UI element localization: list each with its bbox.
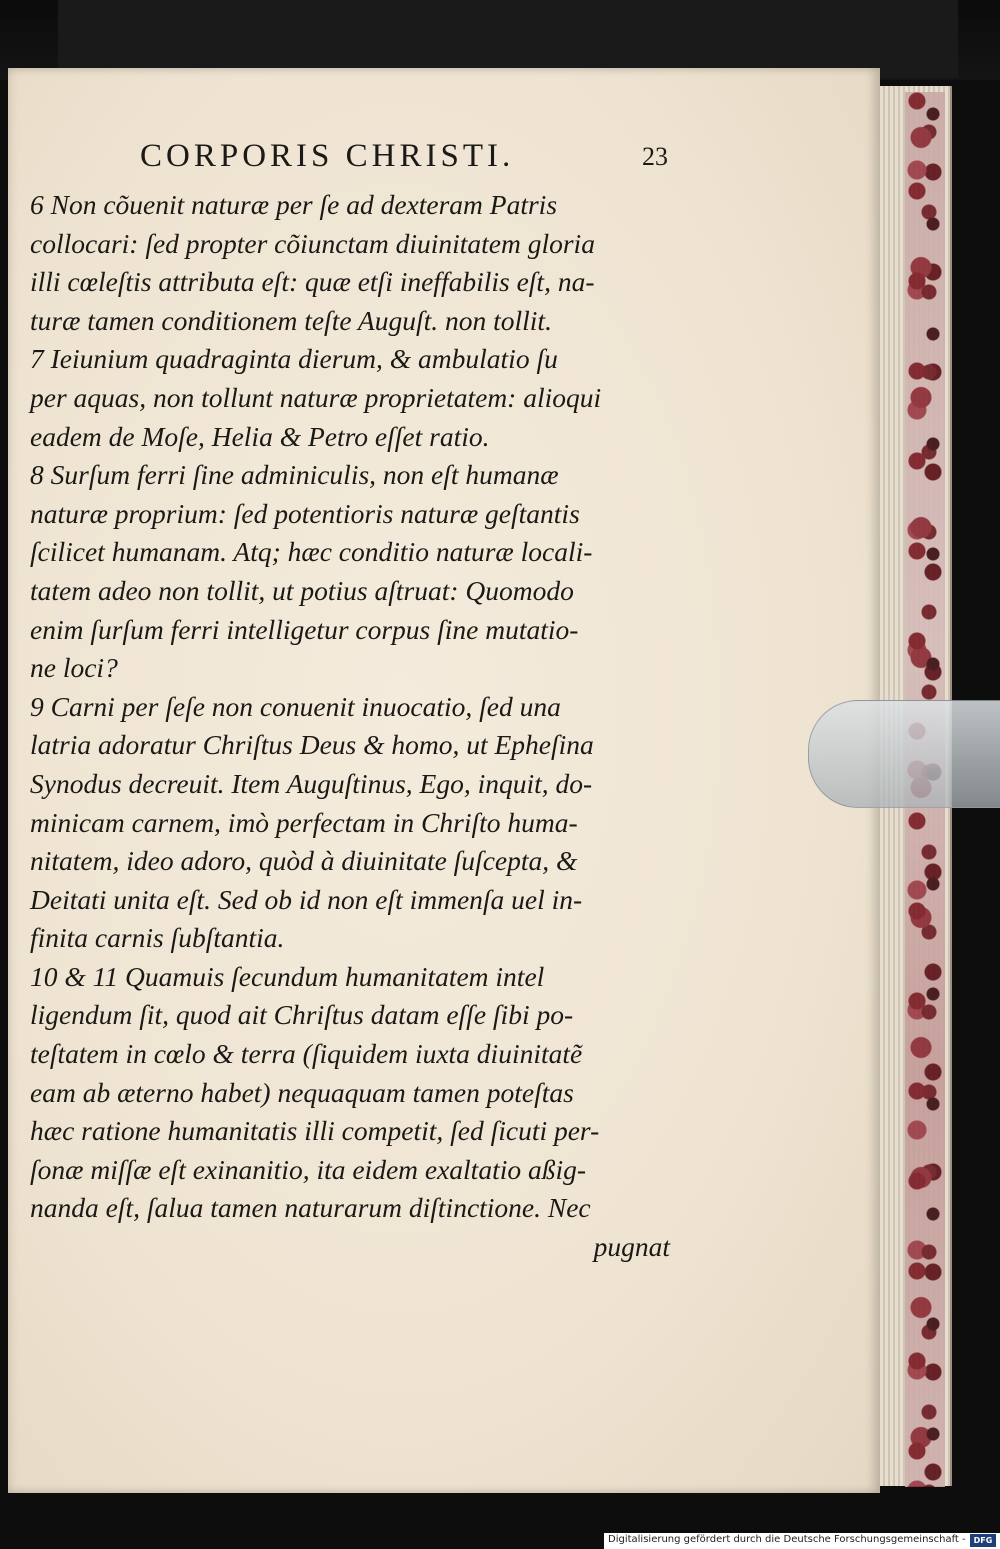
text-line: minicam carnem, imò perfectam in Chriſto huma- bbox=[30, 806, 578, 838]
text-line: teſtatem in cœlo & terra (ſiquidem iuxta diuinitatẽ bbox=[30, 1038, 583, 1070]
text-line: latria adoratur Chriſtus Deus & homo, ut Epheſina bbox=[30, 729, 594, 761]
dfg-logo-icon: DFG bbox=[970, 1534, 996, 1547]
text-line: 10 & 11 Quamuis ſecundum humanitatem intel bbox=[30, 960, 545, 992]
text-line: naturæ proprium: ſed potentioris naturæ geſtantis bbox=[30, 497, 580, 529]
text-line: tatem adeo non tollit, ut potius aſtruat: Quomodo bbox=[30, 574, 574, 606]
body-text bbox=[30, 186, 670, 1267]
text-line: finita carnis ſubſtantia. bbox=[30, 922, 285, 954]
text-line: eam ab æterno habet) nequaquam tamen poteſtas bbox=[30, 1076, 574, 1108]
page-clip bbox=[808, 700, 1000, 808]
text-line: illi cœleſtis attributa eſt: quæ etſi ineffabilis eſt, na- bbox=[30, 266, 595, 298]
text-line: ſonæ miſſæ eſt exinanitio, ita eidem exaltatio aßig- bbox=[30, 1153, 587, 1185]
text-line: nitatem, ideo adoro, quòd à diuinitate ſuſcepta, & bbox=[30, 845, 578, 877]
text-line: enim ſurſum ferri intelligetur corpus ſine mutatio- bbox=[30, 613, 579, 645]
catchword: pugnat bbox=[593, 1231, 670, 1263]
text-line: 9 Carni per ſeſe non conuenit inuocatio, ſed una bbox=[30, 690, 561, 722]
text-line: eadem de Moſe, Helia & Petro eſſet ratio. bbox=[30, 420, 490, 452]
text-line: hæc ratione humanitatis illi competit, ſed ſicuti per- bbox=[30, 1115, 600, 1147]
text-line: Synodus decreuit. Item Auguſtinus, Ego, inquit, do- bbox=[30, 767, 593, 799]
text-line: per aquas, non tollunt naturæ proprietatem: alioqui bbox=[30, 381, 602, 413]
digitization-footer bbox=[604, 1533, 1000, 1549]
footer-credit: Digitalisierung gefördert durch die Deutsche Forschungsgemeinschaft - bbox=[608, 1534, 966, 1545]
text-line: turæ tamen conditionem teſte Auguſt. non tollit. bbox=[30, 304, 552, 336]
running-title: CORPORIS CHRISTI. bbox=[140, 138, 515, 174]
page-header bbox=[140, 138, 670, 178]
text-line: ligendum ſit, quod ait Chriſtus datam eſſe ſibi po- bbox=[30, 999, 574, 1031]
book-cover-edge bbox=[58, 0, 958, 78]
text-line: 8 Surſum ferri ſine adminiculis, non eſt humanæ bbox=[30, 459, 559, 491]
page-number: 23 bbox=[642, 142, 668, 171]
text-line: Deitati unita eſt. Sed ob id non eſt immenſa uel in- bbox=[30, 883, 583, 915]
text-line: ſcilicet humanam. Atq; hæc conditio naturæ locali- bbox=[30, 536, 593, 568]
text-line: nanda eſt, ſalua tamen naturarum diſtinctione. Nec bbox=[30, 1192, 591, 1224]
text-line: ne loci? bbox=[30, 652, 118, 684]
text-line: 6 Non cõuenit naturæ per ſe ad dexteram Patris bbox=[30, 189, 558, 220]
text-line: 7 Ieiunium quadraginta dierum, & ambulatio ſu bbox=[30, 343, 558, 375]
text-line: collocari: ſed propter cõiunctam diuinitatem gloria bbox=[30, 227, 595, 259]
